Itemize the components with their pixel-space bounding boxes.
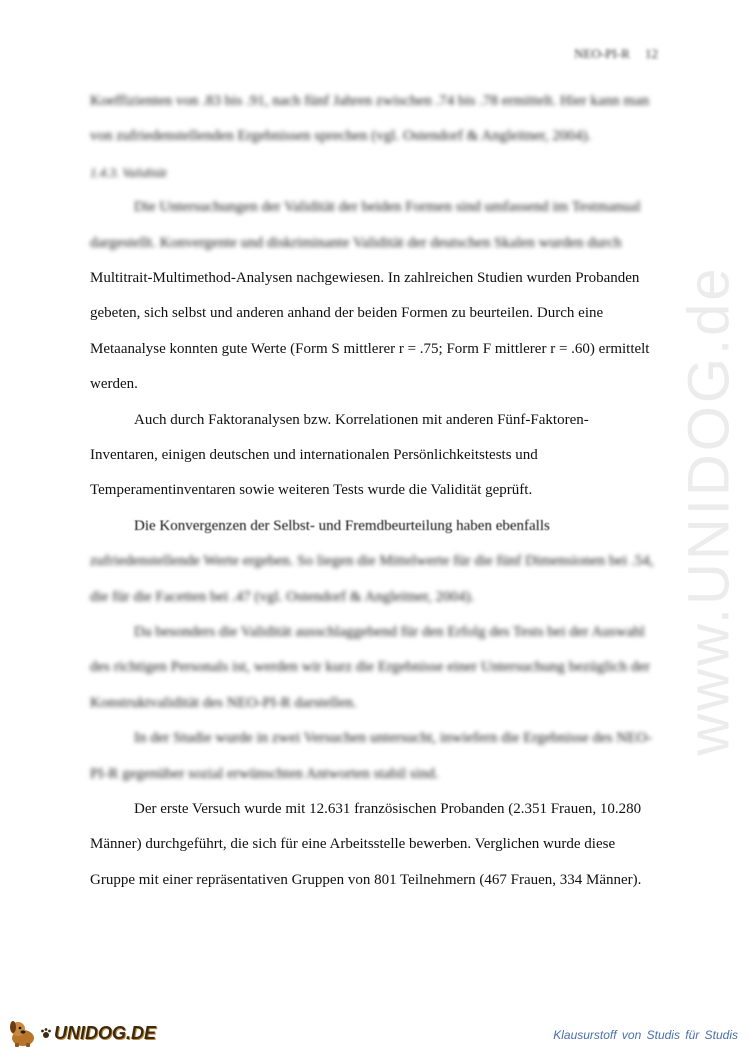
text-line: Auch durch Faktoranalysen bzw. Korrelationen mit anderen Fünf-Faktoren- — [134, 411, 589, 428]
text-line: Konstruktvalidität des NEO-PI-R darstellen. — [90, 694, 357, 711]
footer-tagline: Klausurstoff von Studis für Studis — [553, 1028, 738, 1042]
text-line: In der Studie wurde in zwei Versuchen untersucht, inwiefern die Ergebnisse des NEO- — [134, 730, 653, 747]
unidog-logo[interactable] — [6, 1018, 156, 1048]
text-line: des richtigen Personals ist, werden wir kurz die Ergebnisse einer Untersuchung bezüglich der — [90, 659, 650, 676]
page-header — [574, 46, 658, 62]
text-line: Die Konvergenzen der Selbst- und Fremdbeurteilung haben ebenfalls — [134, 517, 550, 534]
text-line: zufriedenstellende Werte ergeben. So liegen die Mittelwerte für die fünf Dimensionen bei .54, — [90, 553, 654, 570]
text-line: gebeten, sich selbst und anderen anhand der beiden Formen zu beurteilen. Durch eine — [90, 305, 604, 322]
text-line: Inventaren, einigen deutschen und internationalen Persönlichkeitstests und — [90, 447, 538, 463]
text-line: die für die Facetten bei .47 (vgl. Ostendorf & Angleitner, 2004). — [90, 588, 475, 605]
text-line: Gruppe mit einer repräsentativen Gruppen von 801 Teilnehmern (467 Frauen, 334 Männer). — [90, 871, 642, 888]
running-title: NEO-PI-R — [574, 46, 630, 61]
text-line: Die Untersuchungen der Validität der beiden Formen sind umfassend im Testmanual — [134, 199, 641, 216]
dog-mascot-icon — [6, 1018, 40, 1048]
watermark-text: www.UNIDOG.de — [676, 264, 742, 756]
text-line: dargestellt. Konvergente und diskriminante Validität der deutschen Skalen wurden durch — [90, 234, 622, 251]
text-line: Der erste Versuch wurde mit 12.631 französischen Probanden (2.351 Frauen, 10.280 — [134, 801, 642, 817]
text-line: Multitrait-Multimethod-Analysen nachgewiesen. In zahlreichen Studien wurden Probanden — [90, 270, 640, 286]
text-line: Koeffizienten von .83 bis .91, nach fünf Jahren zwischen .74 bis .78 ermittelt. Hier kann man — [90, 93, 650, 109]
text-line: Metaanalyse konnten gute Werte (Form S mittlerer r = .75; Form F mittlerer r = .60) ermittelt — [90, 340, 650, 357]
page-number: 12 — [645, 46, 658, 61]
text-line: PI-R gegenüber sozial erwünschten Antworten stabil sind. — [90, 765, 439, 782]
text-line: werden. — [90, 376, 138, 393]
section-heading: 1.4.3. Validität — [90, 164, 167, 180]
text-line: Männer) durchgeführt, die sich für eine Arbeitsstelle bewerben. Verglichen wurde diese — [90, 836, 616, 853]
watermark — [674, 264, 744, 756]
paw-icon — [40, 1027, 52, 1039]
text-line: Temperamentinventaren sowie weiteren Tests wurde die Validität geprüft. — [90, 482, 533, 499]
logo-text: UNIDOG.DE — [54, 1022, 157, 1043]
text-line: von zufriedenstellenden Ergebnissen sprechen (vgl. Ostendorf & Angleitner, 2004). — [90, 128, 592, 145]
text-line: Da besonders die Validität ausschlaggebend für den Erfolg des Tests bei der Auswahl — [134, 624, 645, 640]
